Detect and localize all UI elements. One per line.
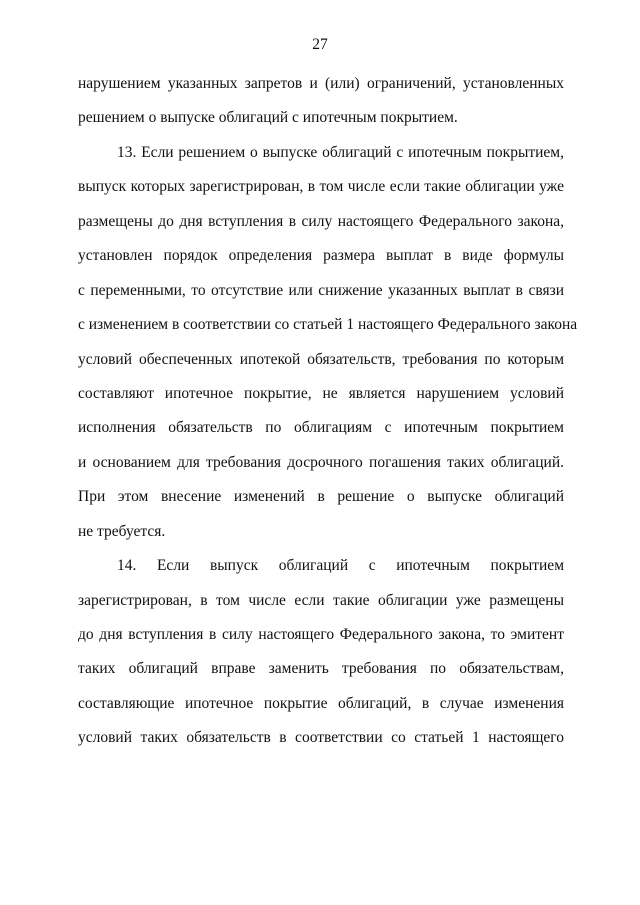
text-line: с изменением в соответствии со статьей 1 настоящего Федерального закона	[78, 316, 578, 334]
document-body	[78, 74, 578, 763]
text-line: составляющие ипотечное покрытие облигаций, в случае изменения	[78, 694, 564, 712]
text-line: размещены до дня вступления в силу настоящего Федерального закона,	[78, 212, 564, 230]
text-line: не требуется.	[78, 522, 166, 540]
text-line: решением о выпуске облигаций с ипотечным покрытием.	[78, 109, 458, 127]
text-line: При этом внесение изменений в решение о выпуске облигаций	[78, 488, 564, 506]
page-number: 27	[312, 36, 328, 53]
text-line: условий таких обязательств в соответствии со статьей 1 настоящего	[78, 729, 564, 747]
text-line: 13. Если решением о выпуске облигаций с ипотечным покрытием,	[117, 143, 564, 161]
text-line: выпуск которых зарегистрирован, в том числе если такие облигации уже	[78, 178, 564, 196]
text-line: и основанием для требования досрочного погашения таких облигаций.	[78, 453, 564, 471]
text-line: 14. Если выпуск облигаций с ипотечным покрытием	[117, 557, 564, 575]
text-line: таких облигаций вправе заменить требования по обязательствам,	[78, 660, 564, 678]
text-line: зарегистрирован, в том числе если такие облигации уже размещены	[78, 591, 564, 609]
text-line: установлен порядок определения размера выплат в виде формулы	[78, 247, 564, 265]
text-line: до дня вступления в силу настоящего Федерального закона, то эмитент	[78, 626, 564, 643]
text-line: составляют ипотечное покрытие, не является нарушением условий	[78, 384, 564, 402]
text-line: исполнения обязательств по облигациям с ипотечным покрытием	[78, 419, 564, 437]
text-line: условий обеспеченных ипотекой обязательств, требования по которым	[78, 350, 564, 368]
text-line: с переменными, то отсутствие или снижение указанных выплат в связи	[78, 281, 564, 299]
text-line: нарушением указанных запретов и (или) ограничений, установленных	[78, 75, 564, 92]
